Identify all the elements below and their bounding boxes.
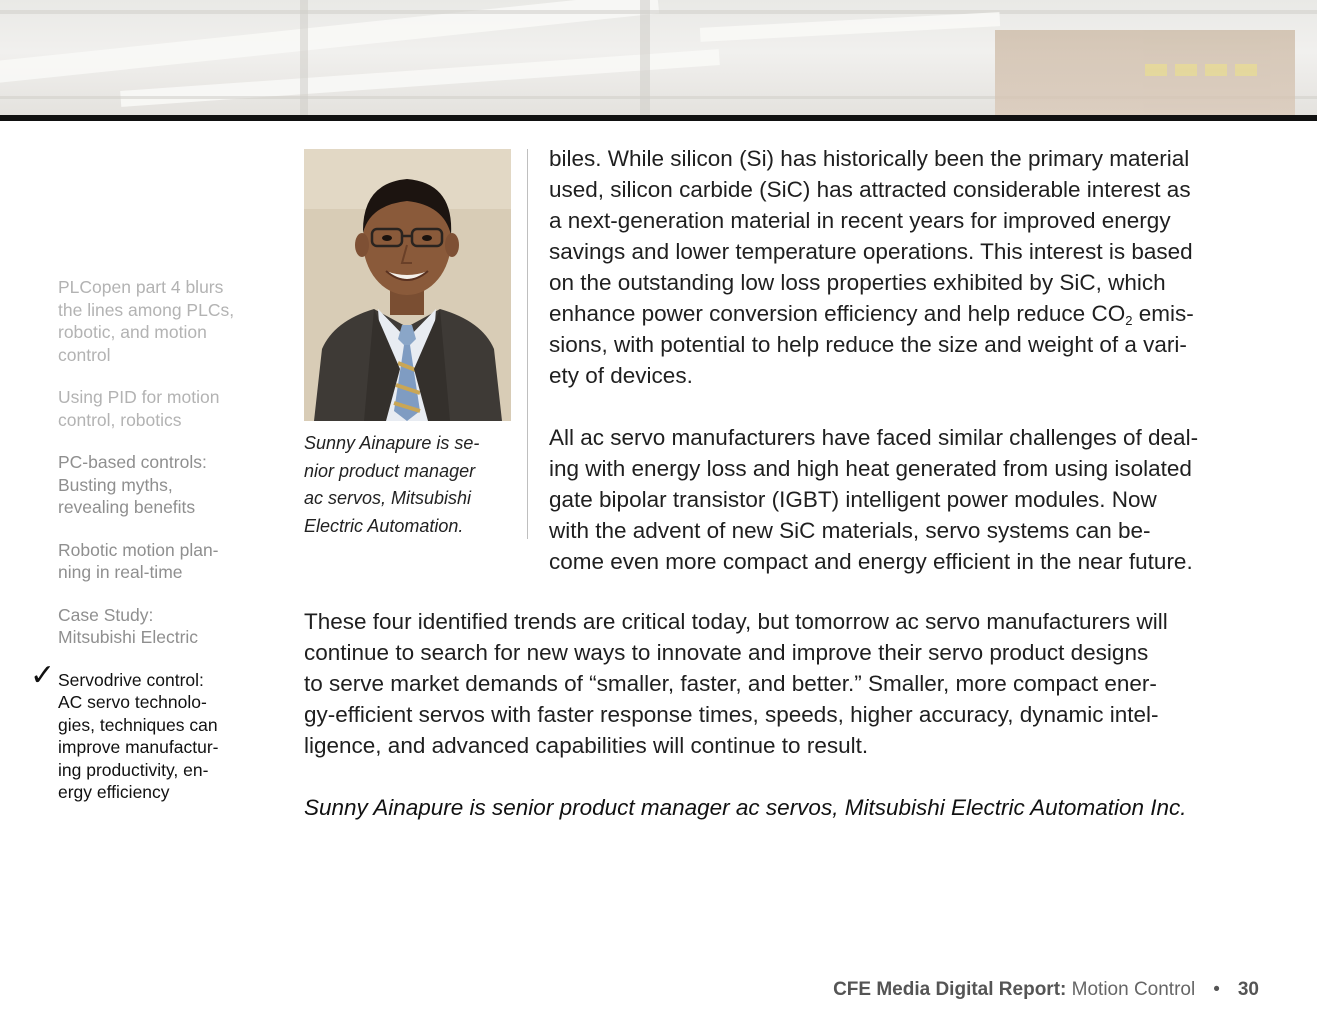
author-photo — [304, 149, 511, 421]
caption-line: ac servos, Mitsubishi — [304, 488, 472, 508]
text-line: a next-generation material in recent years for improved energy — [549, 208, 1171, 233]
toc-line: PLCopen part 4 blurs — [58, 277, 224, 297]
text-line: All ac servo manufacturers have faced similar challenges of deal- — [549, 425, 1199, 450]
toc-line: improve manufactur- — [58, 737, 219, 757]
text-line: sions, with potential to help reduce the size and weight of a vari- — [549, 332, 1187, 357]
toc-line: the lines among PLCs, — [58, 299, 235, 320]
toc-item-robotic-motion[interactable] — [58, 539, 248, 584]
toc-line: Servodrive control: — [58, 669, 204, 690]
toc-item-pid[interactable] — [58, 386, 248, 431]
column-divider — [527, 149, 528, 539]
conclusion-paragraph — [304, 606, 1284, 761]
toc-item-pc-based[interactable] — [58, 451, 248, 519]
toc-line: Busting myths, — [58, 474, 173, 495]
toc-line: control, robotics — [58, 409, 182, 430]
toc-line: Mitsubishi Electric — [58, 627, 199, 647]
text-line: to serve market demands of “smaller, faster, and better.” Smaller, more compact ener- — [304, 671, 1157, 696]
text-line: These four identified trends are critical today, but tomorrow ac servo manufacturers will — [304, 609, 1168, 634]
author-byline: Sunny Ainapure is senior product manager ac servos, Mitsubishi Electric Automation Inc. — [304, 795, 1187, 820]
page-number: 30 — [1237, 979, 1259, 1000]
text-line: continue to search for new ways to innovate and improve their servo product designs — [304, 640, 1149, 665]
co2-text: enhance power conversion efficiency and help reduce CO — [549, 301, 1126, 326]
toc-item-case-study[interactable] — [58, 604, 248, 649]
toc-line: PC-based controls: — [58, 452, 207, 472]
text-line: come even more compact and energy efficient in the near future. — [549, 549, 1193, 574]
photo-caption — [304, 430, 514, 540]
body-column — [549, 143, 1279, 577]
text-line: gy-efficient servos with faster response times, speeds, higher accuracy, dynamic intel- — [304, 702, 1159, 727]
text-line: gate bipolar transistor (IGBT) intelligent power modules. Now — [549, 487, 1157, 512]
text-line: with the advent of new SiC materials, servo systems can be- — [549, 518, 1151, 543]
footer-section: Motion Control — [1071, 979, 1196, 1000]
co2-tail: emis- — [1132, 301, 1194, 326]
toc-line: robotic, and motion — [58, 322, 207, 342]
caption-line: nior product manager — [304, 460, 476, 481]
factory-scoreboard — [995, 30, 1295, 116]
footer-publication: CFE Media Digital Report: — [833, 979, 1067, 1000]
text-line: ligence, and advanced capabilities will continue to result. — [304, 733, 869, 758]
toc-item-plcopen[interactable] — [58, 276, 248, 366]
text-line: ety of devices. — [549, 363, 693, 388]
sidebar-toc — [30, 276, 248, 824]
toc-line: AC servo technolo- — [58, 692, 207, 712]
caption-line: Electric Automation. — [304, 515, 464, 536]
toc-line: Robotic motion plan- — [58, 539, 219, 560]
page-footer — [833, 978, 1259, 1002]
toc-line: revealing benefits — [58, 497, 196, 517]
toc-line: control — [58, 344, 111, 365]
portrait-illustration — [304, 149, 511, 421]
toc-line: Using PID for motion — [58, 387, 220, 407]
toc-item-servodrive[interactable] — [30, 657, 248, 804]
toc-line: ing productivity, en- — [58, 759, 209, 780]
caption-line: Sunny Ainapure is se- — [304, 433, 480, 453]
header-rule — [0, 115, 1317, 121]
text-line: ing with energy loss and high heat generated from using isolated — [549, 456, 1192, 481]
toc-line: Case Study: — [58, 604, 154, 625]
toc-line: ergy efficiency — [58, 782, 170, 802]
text-line: savings and lower temperature operations. This interest is based — [549, 239, 1193, 264]
co2-subscript: 2 — [1125, 313, 1133, 328]
text-line: on the outstanding low loss properties exhibited by SiC, which — [549, 270, 1166, 295]
toc-line: ning in real-time — [58, 562, 183, 582]
text-line: biles. While silicon (Si) has historically been the primary material — [549, 146, 1190, 171]
checkmark-icon: ✓ — [30, 657, 56, 693]
text-line: used, silicon carbide (SiC) has attracted considerable interest as — [549, 177, 1191, 202]
header-banner-photo — [0, 0, 1317, 116]
toc-line: gies, techniques can — [58, 714, 218, 735]
text-line-co2 — [549, 298, 1279, 329]
footer-separator: • — [1213, 979, 1220, 1000]
